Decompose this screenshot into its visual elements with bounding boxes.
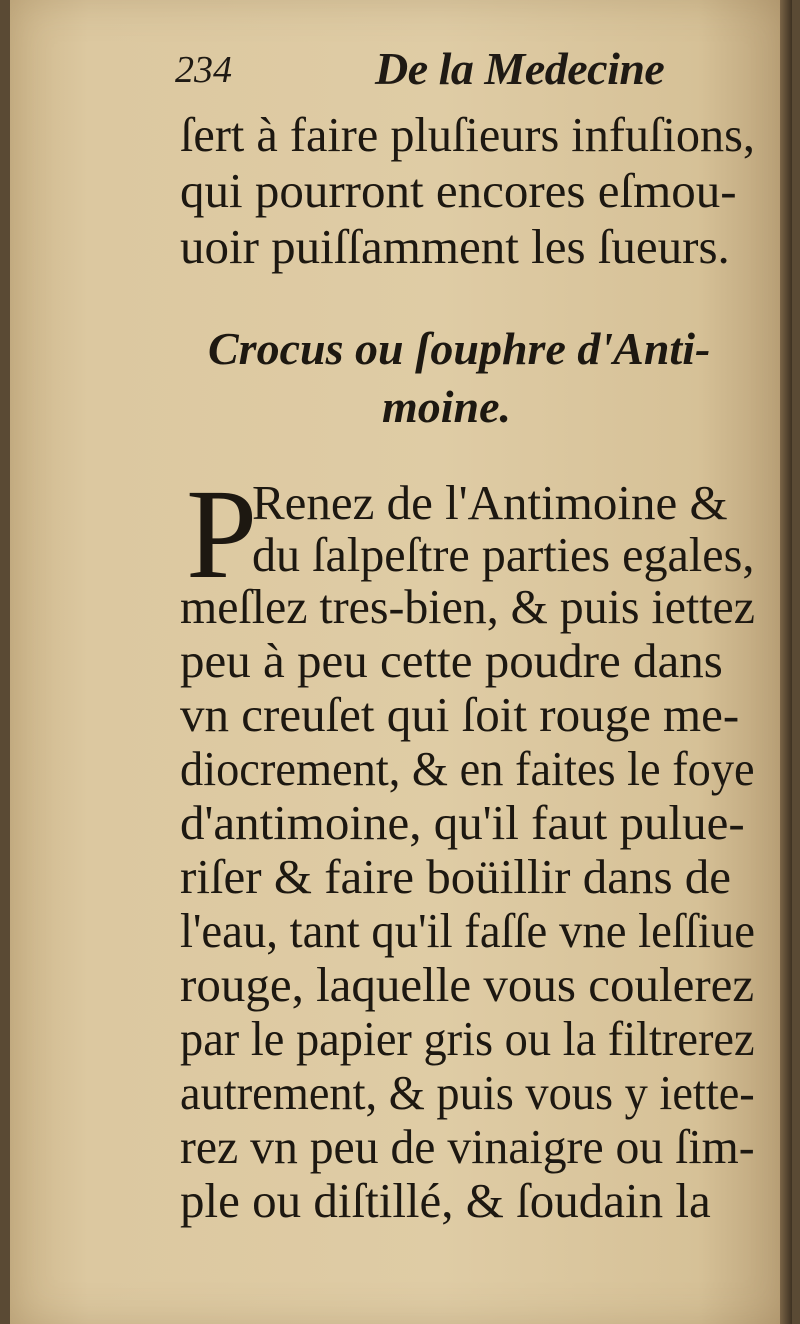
text-line: l'eau, tant qu'il faſſe vne leſſiue bbox=[180, 903, 755, 958]
page-header bbox=[175, 42, 735, 102]
text-line: meſlez tres-bien, & puis iettez bbox=[180, 579, 756, 634]
text-line: diocrement, & en faites le foye bbox=[180, 741, 755, 796]
text-line: d'antimoine, qu'il faut pulue- bbox=[180, 795, 745, 850]
text-line: rez vn peu de vinaigre ou ſim- bbox=[180, 1119, 755, 1174]
text-line: uoir puiſſamment les ſueurs. bbox=[180, 219, 730, 274]
page-number: 234 bbox=[175, 49, 232, 91]
text-line: ſert à faire pluſieurs infuſions, bbox=[180, 107, 755, 162]
text-line: par le papier gris ou la filtrerez bbox=[180, 1011, 755, 1066]
text-line: vn creuſet qui ſoit rouge me- bbox=[180, 687, 740, 742]
text-line: riſer & faire boüillir dans de bbox=[180, 849, 732, 904]
text-line: ple ou diſtillé, & ſoudain la bbox=[180, 1173, 711, 1228]
text-line: du ſalpeſtre parties egales, bbox=[252, 527, 755, 582]
section-heading-line-2: moine. bbox=[382, 381, 512, 432]
running-title: De la Medecine bbox=[375, 43, 665, 94]
text-line: peu à peu cette poudre dans bbox=[180, 633, 723, 688]
section-heading-line-1: Crocus ou ſouphre d'Anti- bbox=[208, 323, 711, 374]
text-line: autrement, & puis vous y iette- bbox=[180, 1065, 755, 1120]
page-gutter bbox=[780, 0, 792, 1324]
text-line: Renez de l'Antimoine & bbox=[252, 475, 728, 530]
text-line: rouge, laquelle vous coulerez bbox=[180, 957, 755, 1012]
drop-cap: P bbox=[186, 463, 258, 605]
book-page bbox=[10, 0, 792, 1324]
text-line: qui pourront encores eſmou- bbox=[180, 163, 737, 218]
